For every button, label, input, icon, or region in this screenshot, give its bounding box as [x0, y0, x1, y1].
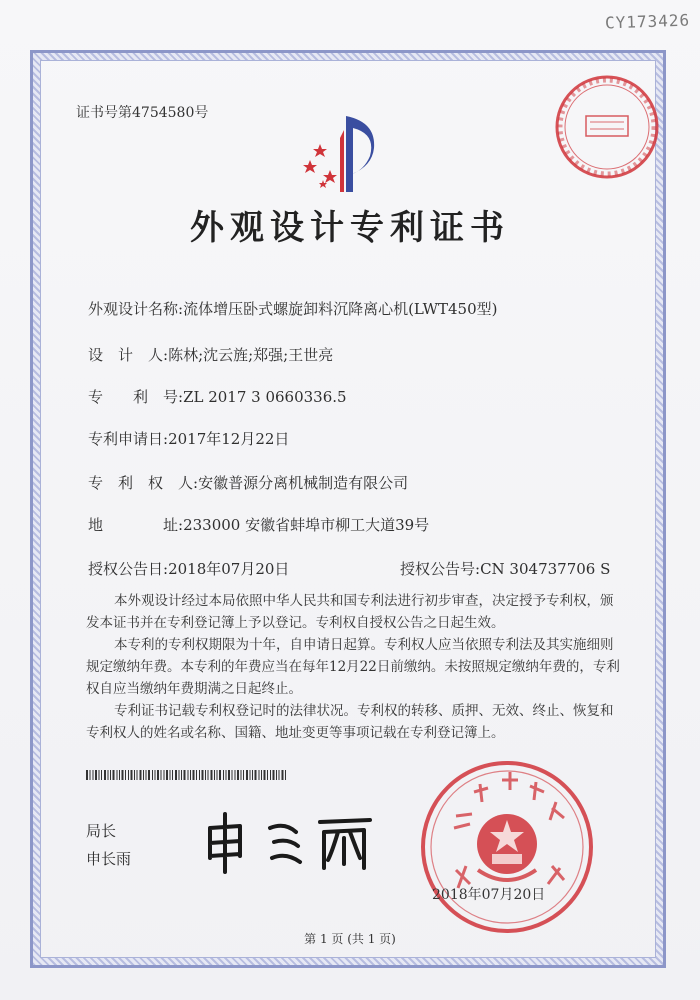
page-title: 外观设计专利证书 — [190, 208, 510, 248]
designer-row — [88, 344, 333, 365]
design-name-value: 流体增压卧式螺旋卸料沉降离心机(LWT450型) — [183, 300, 498, 318]
paragraph-1: 本外观设计经过本局依照中华人民共和国专利法进行初步审查，决定授予专利权，颁发本证书并在专利登记簿上予以登记。专利权自授权公告之日起生效。 — [86, 593, 614, 631]
cnipa-seal-icon — [418, 758, 596, 936]
certificate-number: 证书号第4754580号 — [76, 105, 209, 121]
patentee-value: 安徽普源分离机械制造有限公司 — [198, 474, 409, 492]
patent-number-row — [88, 386, 347, 407]
patentee-row — [88, 472, 408, 493]
seal-date: 2018年07月20日 — [432, 887, 546, 903]
patent-number-label: 专 利 号: — [88, 388, 184, 406]
cnipa-emblem-icon — [296, 108, 396, 198]
director-title: 局长 — [86, 822, 117, 840]
grant-number-row — [400, 558, 610, 579]
patentee-label: 专 利 权 人: — [88, 474, 199, 492]
grant-number-label: 授权公告号: — [400, 560, 481, 578]
filing-date-row — [88, 428, 289, 449]
filing-date-value: 2017年12月22日 — [168, 430, 290, 448]
address-row — [88, 514, 429, 535]
design-name-row — [88, 298, 497, 319]
grant-date-label: 授权公告日: — [88, 560, 169, 578]
page-footer: 第 1 页 (共 1 页) — [304, 932, 396, 946]
director-name: 申长雨 — [86, 850, 132, 868]
handwritten-code: CY173426 — [604, 10, 691, 33]
barcode-icon — [86, 770, 286, 780]
director-signature — [200, 808, 410, 878]
patent-number-value: ZL 2017 3 0660336.5 — [183, 388, 347, 406]
paragraph-2: 本专利的专利权期限为十年，自申请日起算。专利权人应当依照专利法及其实施细则规定缴纳年费。本专利的年费应当在每年12月22日前缴纳。未按照规定缴纳年费的，专利权自应当缴纳年费期满之日起终止。 — [86, 637, 620, 697]
address-label: 地 址: — [88, 516, 184, 534]
grant-number-value: CN 304737706 S — [480, 560, 611, 578]
address-value: 233000 安徽省蚌埠市柳工大道39号 — [183, 516, 430, 534]
designer-value: 陈林;沈云旌;郑强;王世亮 — [168, 346, 334, 364]
designer-label: 设 计 人: — [88, 346, 169, 364]
paragraph-3: 专利证书记载专利权登记时的法律状况。专利权的转移、质押、无效、终止、恢复和专利权人的姓名或名称、国籍、地址变更等事项记载在专利登记簿上。 — [86, 703, 614, 741]
grant-date-row — [88, 558, 289, 579]
grant-date-value: 2018年07月20日 — [168, 560, 290, 578]
design-name-label: 外观设计名称: — [88, 300, 184, 318]
agency-seal-icon — [552, 72, 662, 182]
filing-date-label: 专利申请日: — [88, 430, 169, 448]
